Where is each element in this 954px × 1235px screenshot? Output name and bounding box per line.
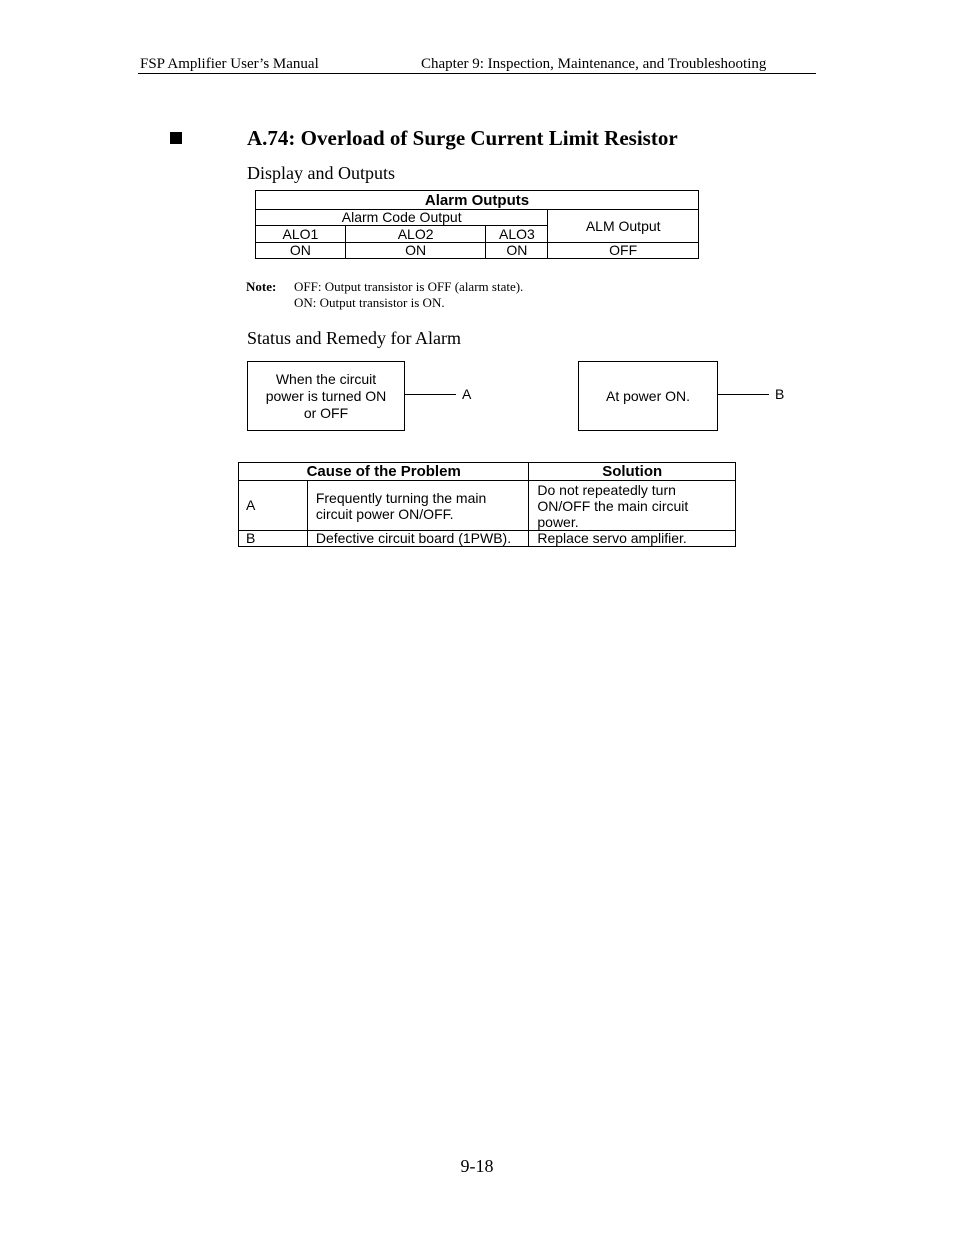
note-line-off: OFF: Output transistor is OFF (alarm state). [294,279,524,294]
alm-value: OFF [548,243,699,259]
status-box-b-text: At power ON. [605,387,691,404]
header-manual-title: FSP Amplifier User’s Manual [140,56,319,72]
display-outputs-heading: Display and Outputs [247,163,395,183]
alo1-value: ON [256,243,346,259]
status-box-a [247,361,405,431]
row-a-solution: Do not repeatedly turn ON/OFF the main circuit power. [529,481,736,531]
table-row [239,531,736,547]
status-label-b: B [775,386,785,402]
alo2-header: ALO2 [345,226,486,243]
row-a-cause: Frequently turning the main circuit power ON/OFF. [307,481,529,531]
row-b-cause: Defective circuit board (1PWB). [307,531,529,547]
cause-header: Cause of the Problem [239,463,529,481]
status-label-a: A [462,386,472,402]
alarm-outputs-title: Alarm Outputs [256,191,699,210]
row-b-solution: Replace servo amplifier. [529,531,736,547]
alo1-header: ALO1 [256,226,346,243]
alm-output-header: ALM Output [548,210,699,243]
alarm-code-output-header: Alarm Code Output [256,210,548,226]
status-box-a-text: When the circuit power is turned ON or OFF [265,370,387,421]
alo3-header: ALO3 [486,226,548,243]
row-a-code: A [239,481,308,531]
square-bullet-icon [170,132,182,144]
cause-solution-table [238,462,736,547]
solution-header: Solution [529,463,736,481]
alo3-value: ON [486,243,548,259]
row-b-code: B [239,531,308,547]
header-rule [138,73,816,74]
status-remedy-heading: Status and Remedy for Alarm [247,328,461,348]
alarm-outputs-table [255,190,699,259]
connector-line-b [717,394,769,395]
note-line-on: ON: Output transistor is ON. [294,295,445,310]
alo2-value: ON [345,243,486,259]
note-label: Note: [246,279,277,294]
connector-line-a [404,394,456,395]
header-chapter-title: Chapter 9: Inspection, Maintenance, and Troubleshooting [421,56,767,72]
table-row [239,481,736,531]
status-box-b [578,361,718,431]
page-number: 9-18 [460,1156,494,1176]
section-title: A.74: Overload of Surge Current Limit Resistor [247,126,678,150]
